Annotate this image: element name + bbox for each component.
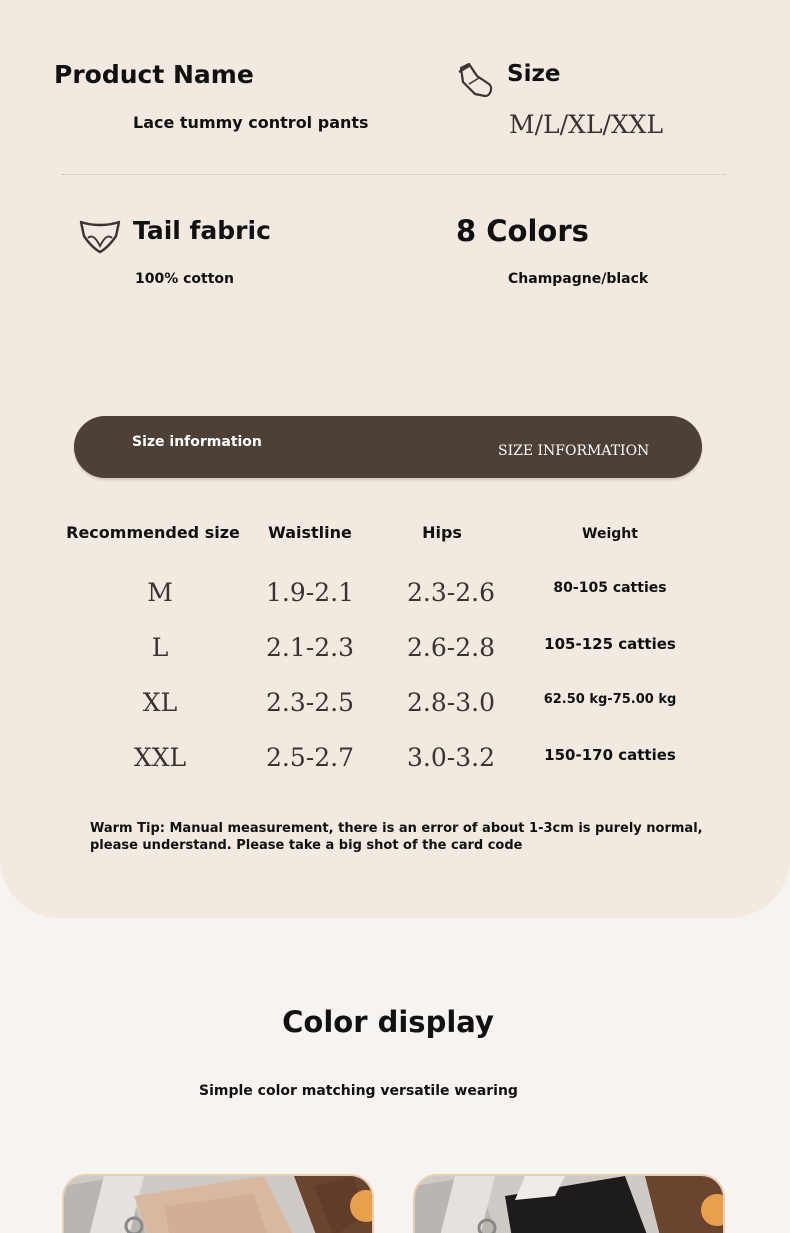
table-row-waist: 1.9-2.1 — [266, 578, 354, 607]
colors-label: 8 Colors — [456, 214, 589, 248]
color-photo-black — [413, 1174, 725, 1233]
table-row-weight: 105-125 catties — [544, 635, 676, 653]
table-row-size: XXL — [133, 743, 187, 772]
table-row-size: XL — [142, 688, 178, 717]
header-recommended-size: Recommended size — [66, 523, 240, 542]
size-information-banner — [74, 416, 702, 478]
underwear-icon — [78, 214, 122, 256]
table-row-hips: 2.8-3.0 — [407, 688, 495, 717]
fabric-label: Tail fabric — [133, 216, 271, 245]
table-row-weight: 80-105 catties — [553, 580, 667, 596]
table-row-weight: 62.50 kg-75.00 kg — [543, 692, 677, 707]
table-row-waist: 2.3-2.5 — [266, 688, 354, 717]
black-photo-image — [415, 1176, 725, 1233]
banner-title-caps: SIZE INFORMATION — [498, 443, 650, 459]
size-label: Size — [507, 61, 561, 87]
color-display-title: Color display — [282, 1005, 494, 1039]
fabric-value: 100% cotton — [135, 271, 235, 287]
header-weight: Weight — [582, 526, 638, 542]
product-name-label: Product Name — [54, 60, 254, 89]
table-row-waist: 2.5-2.7 — [266, 743, 354, 772]
banner-title: Size information — [132, 434, 262, 450]
table-row-weight: 150-170 catties — [544, 746, 676, 764]
table-row-hips: 3.0-3.2 — [407, 743, 495, 772]
champagne-photo-image — [64, 1176, 374, 1233]
color-display-subtitle: Simple color matching versatile wearing — [199, 1083, 518, 1099]
product-name-value: Lace tummy control pants — [133, 113, 369, 132]
table-row-hips: 2.3-2.6 — [407, 578, 495, 607]
divider — [62, 174, 726, 175]
table-row-size: M — [147, 578, 173, 607]
size-value: M/L/XL/XXL — [509, 110, 664, 139]
color-photo-champagne — [62, 1174, 374, 1233]
table-row-waist: 2.1-2.3 — [266, 633, 354, 662]
table-row-size: L — [151, 633, 169, 662]
warm-tip: Warm Tip: Manual measurement, there is an error of about 1-3cm is purely normal, please understand. Please take a big shot of the card code — [90, 821, 703, 853]
table-row-hips: 2.6-2.8 — [407, 633, 495, 662]
header-waistline: Waistline — [268, 523, 352, 542]
header-hips: Hips — [422, 523, 462, 542]
sock-icon — [455, 60, 497, 100]
colors-value: Champagne/black — [508, 271, 649, 287]
